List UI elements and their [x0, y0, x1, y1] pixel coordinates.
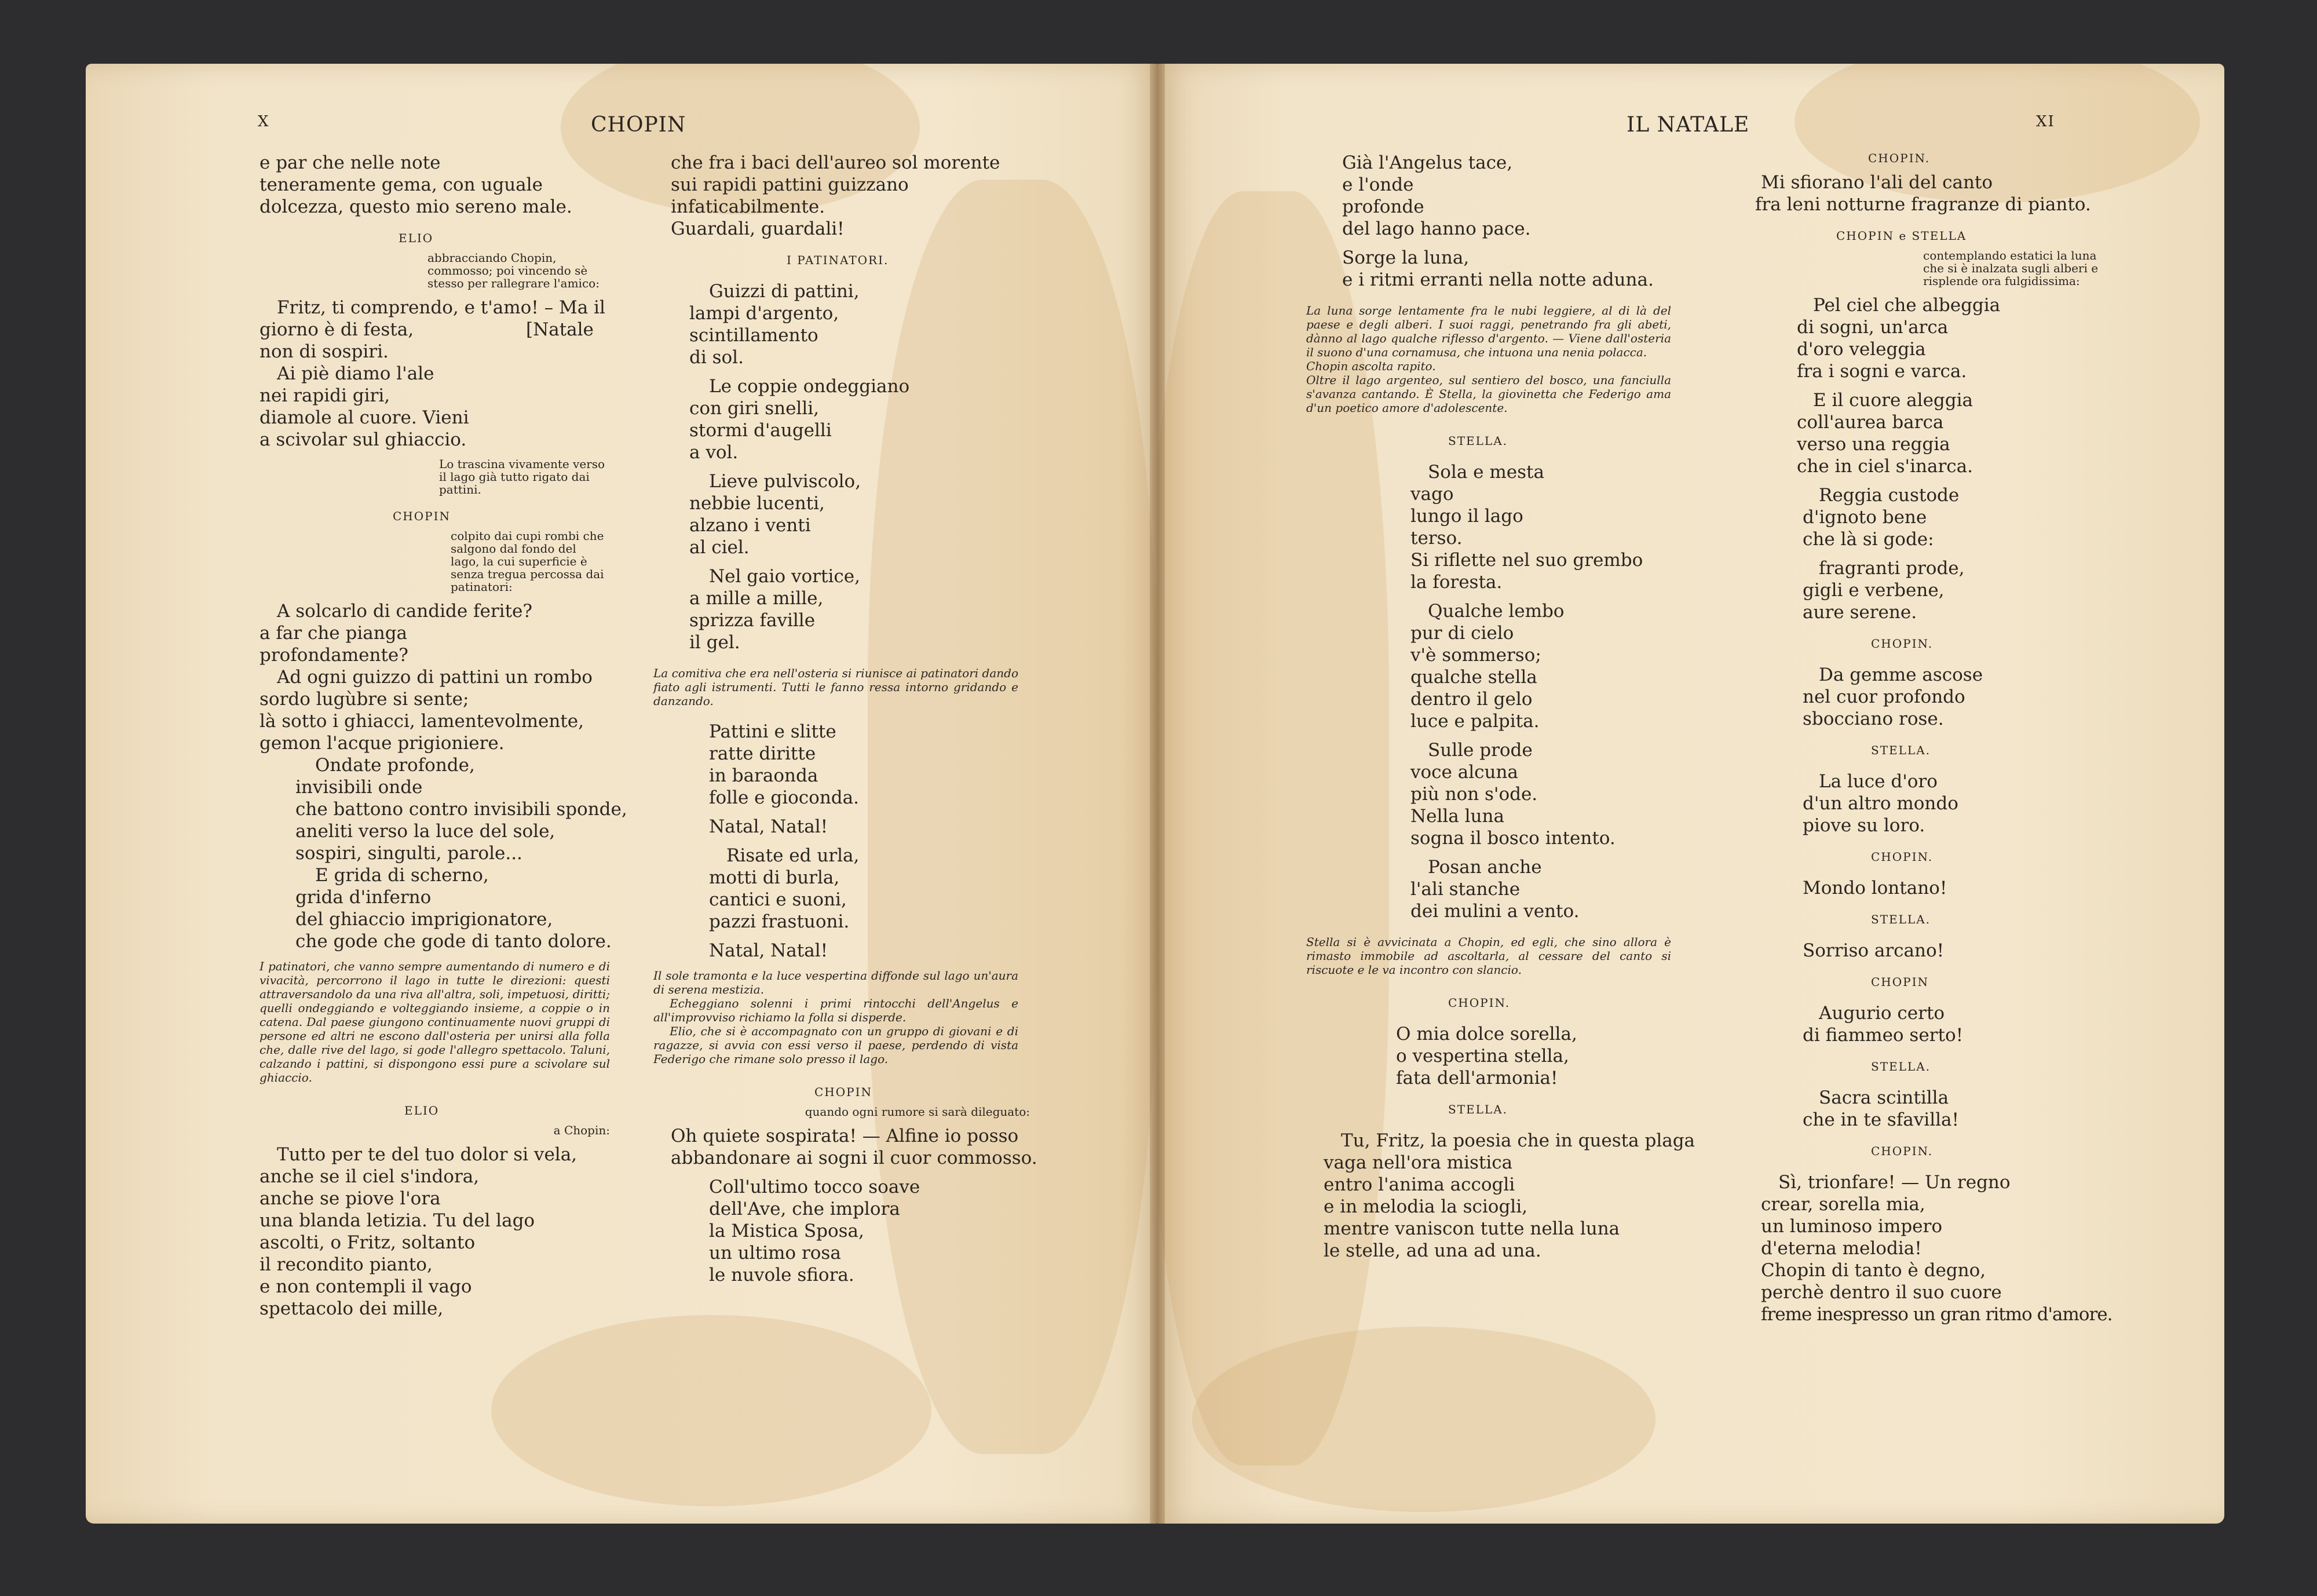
verse-line: a far che pianga: [260, 623, 408, 644]
verse-line: d'ignoto bene: [1803, 507, 1927, 528]
verse-line: di sol.: [689, 347, 744, 368]
verse-line: piove su loro.: [1803, 815, 1925, 836]
verse-line: d'oro veleggia: [1797, 339, 1926, 360]
verse-line: [260, 319, 607, 341]
stage-direction: Elio, che si è accompagnato con un gruppo di giovani e di ragazze, si avvia con essi verso il paese, perdendo di vista Federigo che rimane solo presso il lago.: [653, 1024, 1018, 1066]
verse-line: aneliti verso la luce del sole,: [295, 821, 556, 842]
speaker-name: I PATINATORI.: [787, 253, 889, 267]
verse-line: E grida di scherno,: [315, 865, 489, 886]
verse-line: Mondo lontano!: [1803, 878, 1947, 899]
verse-line: Nel gaio vortice,: [709, 566, 860, 587]
verse-line: Coll'ultimo tocco soave: [709, 1177, 920, 1197]
verse-line: più non s'ode.: [1410, 784, 1538, 805]
verse-line: Tutto per te del tuo dolor si vela,: [277, 1144, 578, 1165]
verse-line: diamole al cuore. Vieni: [260, 407, 469, 428]
verse-line: voce alcuna: [1410, 762, 1518, 783]
verse-line: stormi d'augelli: [689, 420, 832, 441]
verse-line: del ghiaccio imprigionatore,: [295, 909, 553, 930]
right-column-2: [1755, 145, 2114, 1325]
verse-line: Pel ciel che albeggia: [1813, 295, 2001, 316]
verse-line: dei mulini a vento.: [1410, 901, 1580, 922]
verse-line: scintillamento: [689, 325, 818, 346]
verse-line: un ultimo rosa: [709, 1243, 841, 1263]
verse-line: pur di cielo: [1410, 623, 1514, 644]
running-title-left: CHOPIN: [591, 113, 686, 137]
verse-line: a mille a mille,: [689, 588, 824, 609]
verse-line: profonde: [1342, 196, 1424, 217]
verse-line: a vol.: [689, 442, 739, 463]
verse-line: in baraonda: [709, 765, 818, 786]
speaker-name: STELLA.: [1448, 434, 1508, 448]
speaker-name: CHOPIN.: [1868, 151, 1931, 165]
speaker-name: ELIO: [404, 1104, 440, 1117]
stage-direction: quando ogni rumore si sarà dileguato:: [805, 1105, 1030, 1119]
verse-line: Augurio certo: [1819, 1003, 1945, 1024]
verse-line: Qualche lembo: [1428, 601, 1565, 622]
verse-line: con giri snelli,: [689, 398, 820, 419]
verse-line: fra leni notturne fragranze di pianto.: [1755, 194, 2091, 215]
stage-direction: colpito dai cupi rombi che salgono dal fondo del lago, la cui superficie è senza tregua percossa dai patinatori:: [451, 529, 604, 594]
verse-line: Mi sfiorano l'ali del canto: [1761, 172, 1993, 193]
verse-line: l'ali stanche: [1410, 879, 1521, 900]
stage-direction: Lo trascina vivamente verso il lago già tutto rigato dai pattini.: [439, 457, 605, 496]
verse-line: lungo il lago: [1410, 506, 1523, 527]
speaker-name: CHOPIN e STELLA: [1836, 229, 1967, 243]
stage-direction: Il sole tramonta e la luce vespertina diffonde sul lago un'aura di serena mestizia.: [653, 969, 1018, 996]
verse-line: spettacolo dei mille,: [260, 1298, 444, 1319]
verse-line: che in ciel s'inarca.: [1797, 456, 1973, 477]
verse-line: che battono contro invisibili sponde,: [295, 799, 627, 820]
verse-line: Natal, Natal!: [709, 940, 828, 961]
verse-line: verso una reggia: [1797, 434, 1950, 455]
verse-line: E il cuore aleggia: [1813, 390, 1974, 411]
verse-line: le nuvole sfiora.: [709, 1265, 854, 1285]
verse-line: che fra i baci dell'aureo sol morente: [671, 152, 1000, 173]
verse-line: gigli e verbene,: [1803, 580, 1945, 601]
verse-line: Natal, Natal!: [709, 816, 828, 837]
verse-line: e in melodia la sciogli,: [1324, 1196, 1527, 1217]
stage-direction: I patinatori, che vanno sempre aumentando di numero e di vivacità, percorrono il lago in tutte le direzioni: questi attraversandolo da una riva all'altra, soli, impetuosi, diritti; quelli ondeggiando e volteggiando insieme, a coppie o in catena. Dal paese giungono continuamente nuovi gruppi di persone ed altri ne escono dall'osteria per unirsi alla folla che, dalle rive del lago, si gode l'allegro spettacolo. Taluni, calzando i pattini, si dispongono essi pure a scivolare sul ghiaccio.: [260, 959, 610, 1084]
speaker-name: CHOPIN.: [1871, 1144, 1934, 1158]
stage-direction: Stella si è avvicinata a Chopin, ed egli, che sino allora è rimasto immobile ad ascoltarla, al cessare del canto si riscuote e le va incontro con slancio.: [1306, 935, 1671, 977]
verse-line: ascolti, o Fritz, soltanto: [260, 1232, 476, 1253]
verse-line: il gel.: [689, 632, 740, 653]
verse-line: Sì, trionfare! — Un regno: [1778, 1172, 2011, 1193]
verse-line: anche se piove l'ora: [260, 1188, 441, 1209]
verse-line: sospiri, singulti, parole...: [295, 843, 522, 864]
left-column-1: [260, 152, 627, 1320]
speaker-name: CHOPIN: [814, 1085, 872, 1099]
verse-line: Sorge la luna,: [1342, 247, 1470, 268]
verse-line: che in te sfavilla!: [1803, 1109, 1959, 1130]
verse-line: folle e gioconda.: [709, 787, 859, 808]
verse-line: che là si gode:: [1803, 529, 1934, 550]
verse-line: e par che nelle note: [260, 152, 441, 173]
verse-line: non di sospiri.: [260, 341, 389, 362]
verse-line: di sogni, un'arca: [1797, 317, 1949, 338]
verse-line: Tu, Fritz, la poesia che in questa plaga: [1341, 1130, 1695, 1151]
book-gutter: [1150, 64, 1165, 1524]
verse-line: sui rapidi pattini guizzano: [671, 174, 909, 195]
speaker-name: CHOPIN.: [1448, 996, 1511, 1010]
verse-line: anche se il ciel s'indora,: [260, 1166, 480, 1187]
verse-line: sbocciano rose.: [1803, 708, 1944, 729]
verse-line: A solcarlo di candide ferite?: [277, 601, 533, 622]
verse-line: infaticabilmente.: [671, 196, 825, 217]
verse-line: freme inespresso un gran ritmo d'amore.: [1761, 1304, 2113, 1325]
verse-line: motti di burla,: [709, 867, 840, 888]
verse-line: una blanda letizia. Tu del lago: [260, 1210, 535, 1231]
verse-line: entro l'anima accogli: [1324, 1174, 1515, 1195]
verse-line: v'è sommerso;: [1410, 645, 1541, 666]
verse-line: ratte diritte: [709, 743, 816, 764]
verse-line: sprizza faville: [689, 610, 816, 631]
verse-line: aure serene.: [1803, 602, 1917, 623]
verse-line: Sorriso arcano!: [1803, 940, 1945, 961]
page-number-right: XI: [2036, 113, 2055, 130]
verse-line: dell'Ave, che implora: [709, 1199, 900, 1219]
left-column-2: [653, 152, 1036, 1286]
verse-line: perchè dentro il suo cuore: [1761, 1282, 2002, 1303]
verse-line: La luce d'oro: [1819, 771, 1938, 792]
speaker-name: CHOPIN: [393, 509, 451, 523]
verse-line: invisibili onde: [295, 777, 423, 798]
stage-direction: Chopin ascolta rapito.: [1306, 359, 1436, 373]
verse-line: Sacra scintilla: [1819, 1087, 1949, 1108]
verse-line: Ad ogni guizzo di pattini un rombo: [277, 667, 593, 688]
verse-line: Risate ed urla,: [726, 845, 860, 866]
speaker-name: CHOPIN.: [1871, 850, 1934, 864]
verse-line: luce e palpita.: [1410, 711, 1540, 732]
speaker-name: CHOPIN: [1871, 975, 1929, 989]
verse-line: crear, sorella mia,: [1761, 1194, 1925, 1215]
verse-line: al ciel.: [689, 537, 750, 558]
verse-line: Ondate profonde,: [315, 755, 475, 776]
verse-line-continuation: [Natale: [526, 319, 594, 340]
verse-line: qualche stella: [1410, 667, 1537, 688]
verse-line: Ai piè diamo l'ale: [277, 363, 434, 384]
verse-line: Sulle prode: [1428, 740, 1533, 761]
speaker-name: STELLA.: [1448, 1102, 1508, 1116]
verse-line: e l'onde: [1342, 174, 1414, 195]
stage-direction: La luna sorge lentamente fra le nubi leggiere, al di là del paese e degli alberi. I suoi raggi, penetrando fra gli abeti, dànno al lago qualche riflesso d'argento. — Viene dall'osteria il suono d'una cornamusa, che intuona una nenia polacca.: [1306, 304, 1671, 359]
verse-line: terso.: [1410, 528, 1463, 549]
verse-line: sordo lugùbre si sente;: [260, 689, 469, 710]
verse-line: coll'aurea barca: [1797, 412, 1944, 433]
verse-line: mentre vaniscon tutte nella luna: [1324, 1218, 1620, 1239]
verse-line: Lieve pulviscolo,: [709, 471, 861, 492]
verse-line: pazzi frastuoni.: [709, 911, 850, 932]
verse-line: Già l'Angelus tace,: [1342, 152, 1513, 173]
verse-line: Fritz, ti comprendo, e t'amo! – Ma il: [277, 297, 605, 318]
verse-line: grida d'inferno: [295, 887, 432, 908]
verse-line: Posan anche: [1428, 857, 1542, 878]
stage-direction: abbracciando Chopin, commosso; poi vincendo sè stesso per rallegrare l'amico:: [427, 251, 600, 290]
speaker-name: ELIO: [399, 231, 434, 245]
running-title-right: IL NATALE: [1627, 113, 1750, 137]
right-column-1: [1306, 152, 1695, 1262]
verse-line: il recondito pianto,: [260, 1254, 433, 1275]
verse-line: Oh quiete sospirata! — Alfine io posso: [671, 1126, 1019, 1146]
verse-line: Reggia custode: [1819, 485, 1960, 506]
verse-line: e i ritmi erranti nella notte aduna.: [1342, 269, 1654, 290]
verse-line: Le coppie ondeggiano: [709, 376, 910, 397]
verse-line: la foresta.: [1410, 572, 1503, 593]
verse-line: Nella luna: [1410, 806, 1504, 827]
verse-line: teneramente gema, con uguale: [260, 174, 543, 195]
stage-direction: La comitiva che era nell'osteria si riunisce ai patinatori dando fiato agli istrumenti. Tutti le fanno ressa intorno gridando e danzando.: [653, 666, 1018, 708]
verse-line: Da gemme ascose: [1819, 664, 1983, 685]
verse-line: le stelle, ad una ad una.: [1324, 1240, 1541, 1261]
verse-line: là sotto i ghiacci, lamentevolmente,: [260, 711, 584, 732]
verse-line: d'eterna melodia!: [1761, 1238, 1922, 1259]
verse-line: a scivolar sul ghiaccio.: [260, 429, 467, 450]
verse-line: dentro il gelo: [1410, 689, 1533, 710]
verse-line: lampi d'argento,: [689, 303, 839, 324]
verse-line: dolcezza, questo mio sereno male.: [260, 196, 572, 217]
verse-line: o vespertina stella,: [1396, 1046, 1569, 1067]
verse-line: d'un altro mondo: [1803, 793, 1958, 814]
speaker-name: STELLA.: [1871, 912, 1931, 926]
verse-line: la Mistica Sposa,: [709, 1221, 864, 1241]
stage-direction: Echeggiano solenni i primi rintocchi dell'Angelus e all'improvviso richiamo la folla si disperde.: [653, 996, 1018, 1024]
stage-direction: a Chopin:: [553, 1123, 610, 1137]
verse-line: vago: [1410, 484, 1454, 505]
verse-line: che gode che gode di tanto dolore.: [295, 931, 612, 952]
verse-line: abbandonare ai sogni il cuor commosso.: [671, 1148, 1037, 1168]
verse-line: del lago hanno pace.: [1342, 218, 1531, 239]
stage-direction: contemplando estatici la luna che si è inalzata sugli alberi e risplende ora fulgidissima:: [1923, 249, 2099, 288]
verse-line: nei rapidi giri,: [260, 385, 390, 406]
verse-line: vaga nell'ora mistica: [1324, 1152, 1513, 1173]
verse-line: O mia dolce sorella,: [1396, 1024, 1577, 1044]
verse-line: nel cuor profondo: [1803, 686, 1965, 707]
verse-line: Chopin di tanto è degno,: [1761, 1260, 1986, 1281]
verse-line: fata dell'armonia!: [1396, 1068, 1558, 1089]
page-number-left: X: [258, 113, 270, 130]
verse-line: Sola e mesta: [1428, 462, 1544, 483]
verse-line: cantici e suoni,: [709, 889, 847, 910]
verse-line: di fiammeo serto!: [1803, 1025, 1964, 1046]
verse-line: nebbie lucenti,: [689, 493, 825, 514]
verse-line: alzano i venti: [689, 515, 811, 536]
verse-line-text: giorno è di festa,: [260, 319, 414, 340]
verse-line: Pattini e slitte: [709, 721, 836, 742]
verse-line: Guardali, guardali!: [671, 218, 845, 239]
verse-line: fra i sogni e varca.: [1797, 361, 1967, 382]
verse-line: profondamente?: [260, 645, 408, 666]
verse-line: e non contempli il vago: [260, 1276, 472, 1297]
stage-direction: Oltre il lago argenteo, sul sentiero del bosco, una fanciulla s'avanza cantando. È Stella, la giovinetta che Federigo ama d'un poetico amore d'adolescente.: [1306, 373, 1671, 415]
verse-line: Guizzi di pattini,: [709, 281, 860, 302]
speaker-name: STELLA.: [1871, 1060, 1931, 1073]
speaker-name: CHOPIN.: [1871, 637, 1934, 651]
verse-line: fragranti prode,: [1819, 558, 1965, 579]
verse-line: un luminoso impero: [1761, 1216, 1943, 1237]
verse-line: Si riflette nel suo grembo: [1410, 550, 1643, 571]
verse-line: gemon l'acque prigioniere.: [260, 733, 505, 754]
verse-line: sogna il bosco intento.: [1410, 828, 1616, 849]
speaker-name: STELLA.: [1871, 743, 1931, 757]
